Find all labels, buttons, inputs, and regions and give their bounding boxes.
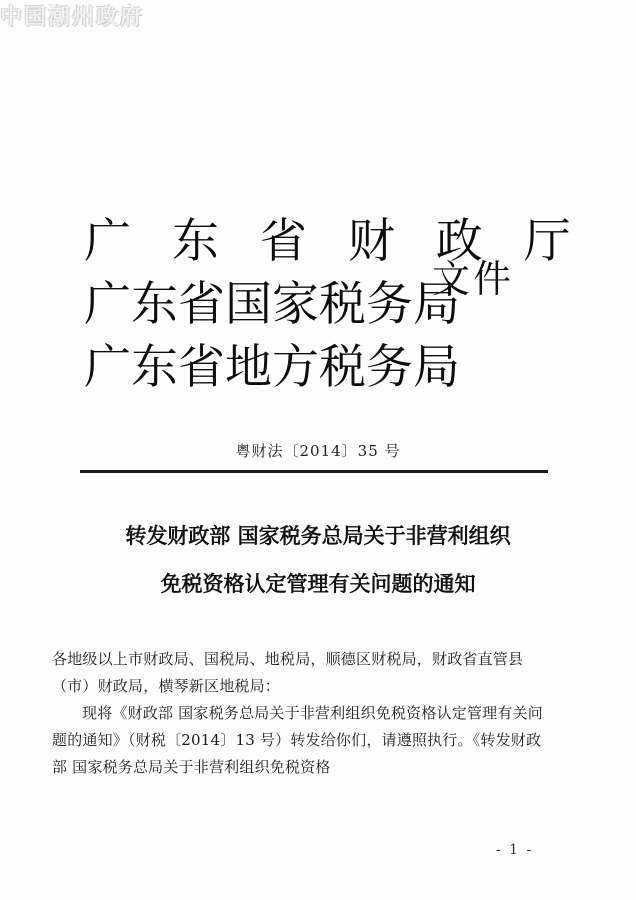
header-divider [80,470,548,473]
issuer-national-tax-bureau: 广东省国家税务局 [84,277,460,332]
title-line-1: 转发财政部 国家税务总局关于非营利组织 [125,523,511,548]
document-type-label: 文件 [432,257,515,301]
body-paragraph: 现将《财政部 国家税务总局关于非营利组织免税资格认定管理有关问题的通知》（财税〔2014〕13 号）转发给你们，请遵照执行。《转发财政部 国家税务总局关于非营利组织免税资格 [52,704,543,776]
title-line-2: 免税资格认定管理有关问题的通知 [160,571,476,596]
issuing-authorities [84,210,584,399]
issuer-finance-department: 广 东 省 财 政 厅 [84,214,584,269]
issuer-local-tax-bureau: 广东省地方税务局 [84,340,460,395]
document-body [52,646,547,781]
document-number: 粤财法〔2014〕35 号 [235,442,401,460]
watermark-logo: 中国潮州政府 [0,4,145,30]
page-number: - 1 - [496,842,534,858]
document-title [0,512,636,608]
addressee-paragraph: 各地级以上市财政局、国税局、地税局，顺德区财税局，财政省直管县（市）财政局，横琴新区地税局： [52,650,524,695]
